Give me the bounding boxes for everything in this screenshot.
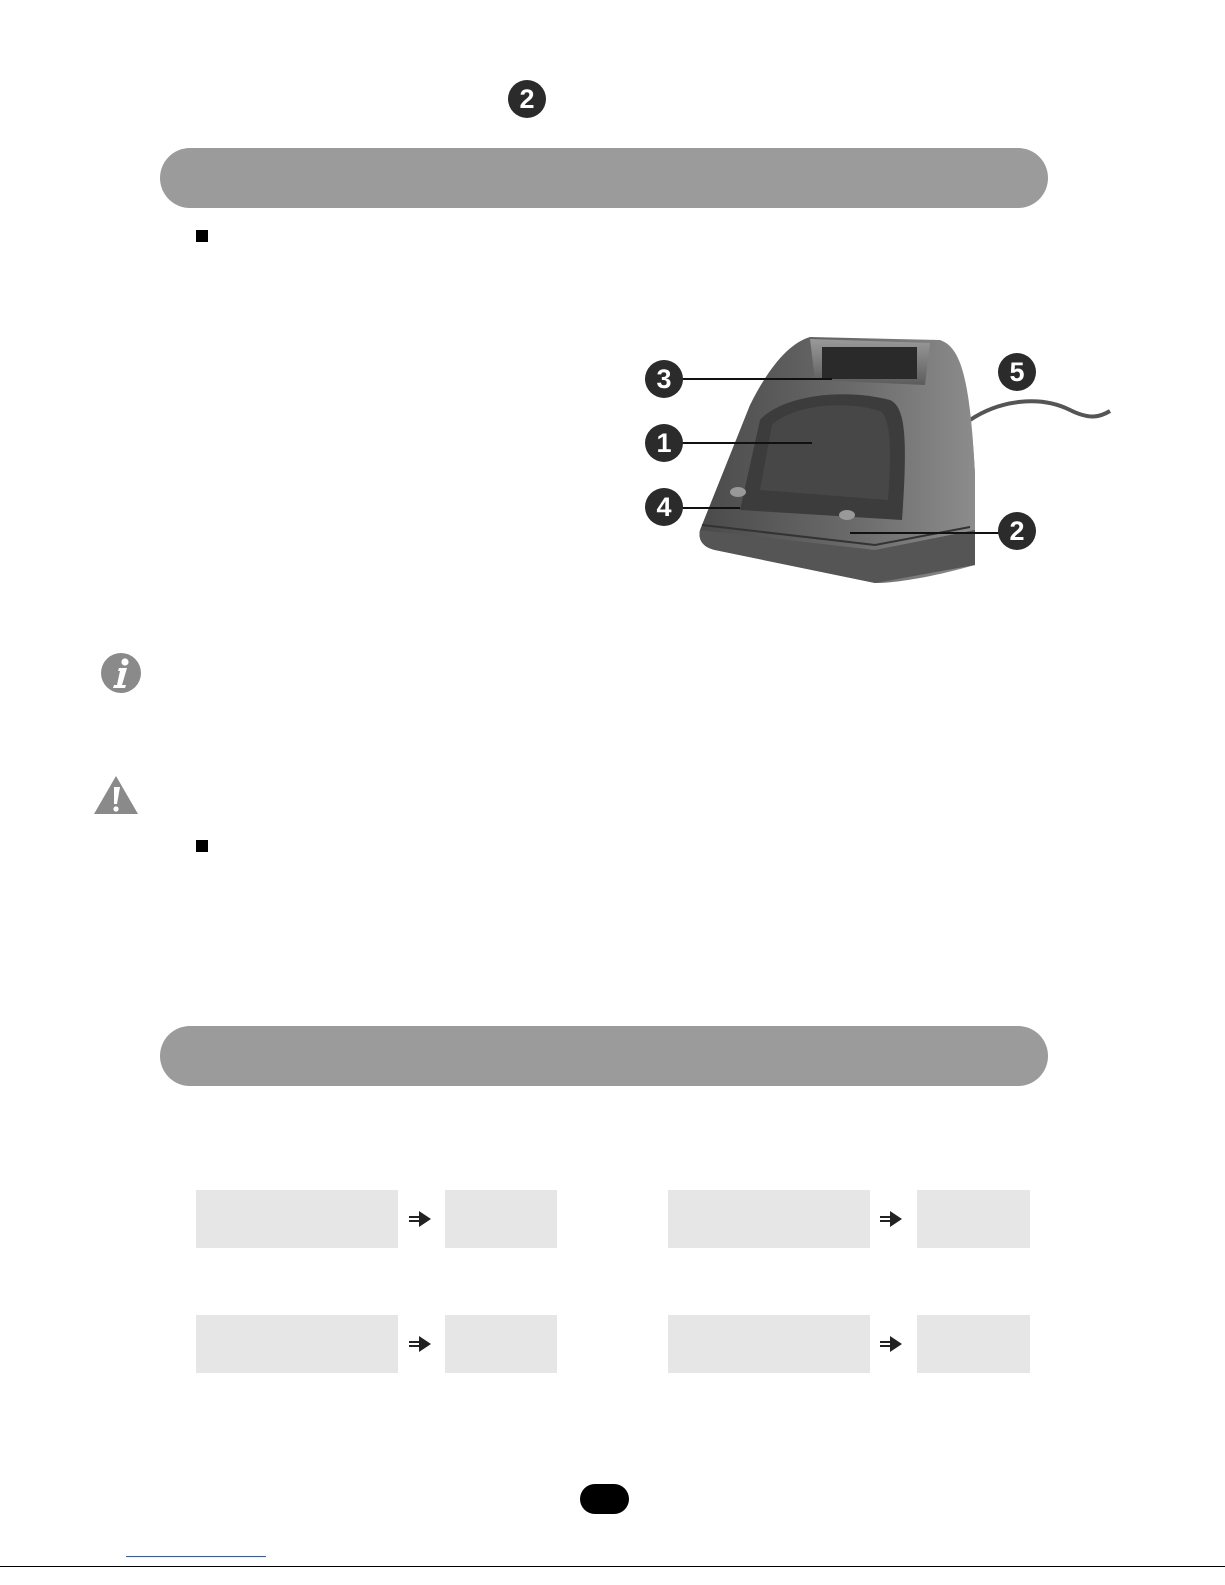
- bullet-square-1: [196, 230, 208, 242]
- result-box-2: [917, 1190, 1030, 1248]
- result-box-1: [445, 1190, 557, 1248]
- step-badge: 2: [508, 80, 546, 118]
- callout-4: 4: [645, 488, 683, 526]
- arrow-right-icon: [409, 1336, 431, 1352]
- section-header-bar-2: [160, 1026, 1048, 1086]
- input-box-1: [196, 1190, 398, 1248]
- leader-line-2: [850, 532, 1000, 534]
- input-box-4: [668, 1315, 870, 1373]
- info-icon: [100, 652, 142, 694]
- input-box-3: [196, 1315, 398, 1373]
- leader-line-4: [682, 507, 740, 509]
- input-box-2: [668, 1190, 870, 1248]
- callout-3: 3: [645, 360, 683, 398]
- callout-2: 2: [998, 512, 1036, 550]
- footer-rule: [0, 1566, 1225, 1567]
- section-header-bar-1: [160, 148, 1048, 208]
- result-box-3: [445, 1315, 557, 1373]
- callout-1: 1: [645, 424, 683, 462]
- footer-link-underline[interactable]: [126, 1556, 266, 1557]
- arrow-right-icon: [880, 1211, 902, 1227]
- warning-icon: [92, 774, 140, 816]
- callout-5: 5: [998, 353, 1036, 391]
- leader-line-3: [682, 378, 832, 380]
- page-number-pill: [580, 1484, 629, 1514]
- leader-line-1: [682, 442, 812, 444]
- arrow-right-icon: [880, 1336, 902, 1352]
- bullet-square-2: [196, 840, 208, 852]
- charging-cradle-illustration: [640, 325, 1120, 590]
- result-box-4: [917, 1315, 1030, 1373]
- arrow-right-icon: [409, 1211, 431, 1227]
